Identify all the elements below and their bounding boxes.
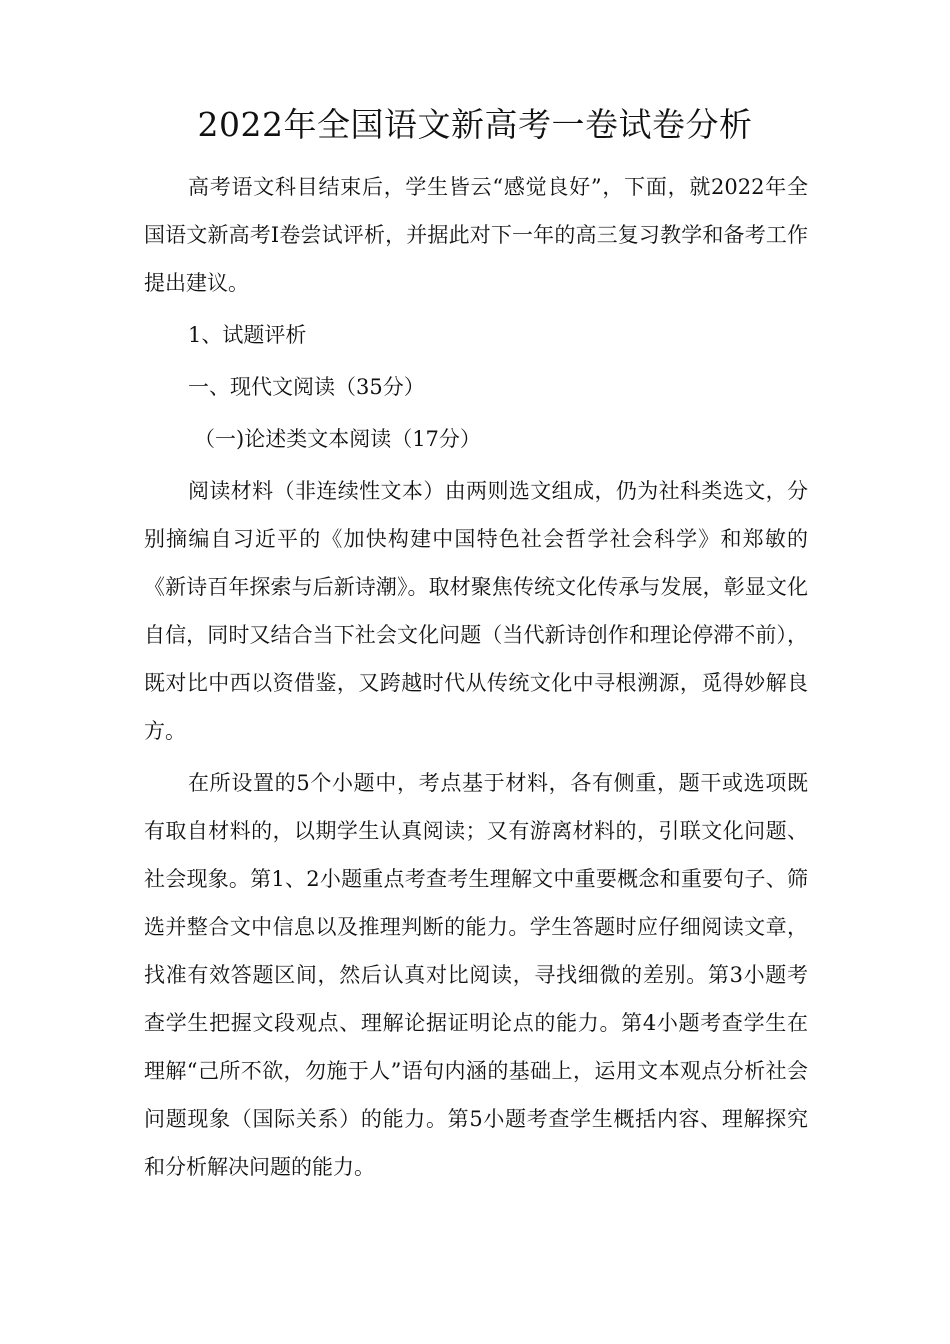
section-heading-modern-reading: 一、现代文阅读（35分） bbox=[188, 375, 425, 399]
section-heading-argumentative-reading: （一)论述类文本阅读（17分） bbox=[194, 427, 481, 451]
document-title: 2022年全国语文新高考一卷试卷分析 bbox=[197, 105, 753, 144]
document-body bbox=[144, 163, 808, 1191]
section-heading-1: 1、试题评析 bbox=[188, 323, 307, 347]
intro-paragraph: 高考语文科目结束后，学生皆云“感觉良好”，下面，就2022年全国语文新高考Ⅰ卷尝试评析，并据此对下一年的高三复习教学和备考工作提出建议。 bbox=[144, 175, 808, 295]
material-analysis-paragraph: 阅读材料（非连续性文本）由两则选文组成，仍为社科类选文，分别摘编自习近平的《加快构建中国特色社会哲学社会科学》和郑敏的《新诗百年探索与后新诗潮》。取材聚焦传统文化传承与发展，彰显文化自信，同时又结合当下社会文化问题（当代新诗创作和理论停滞不前），既对比中西以资借鉴，又跨越时代从传统文化中寻根溯源，觅得妙解良方。 bbox=[144, 479, 808, 743]
questions-analysis-paragraph: 在所设置的5个小题中，考点基于材料，各有侧重，题干或选项既有取自材料的，以期学生认真阅读；又有游离材料的，引联文化问题、社会现象。第1、2小题重点考查考生理解文中重要概念和重要句子、筛选并整合文中信息以及推理判断的能力。学生答题时应仔细阅读文章，找准有效答题区间，然后认真对比阅读，寻找细微的差别。第3小题考查学生把握文段观点、理解论据证明论点的能力。第4小题考查学生在理解“己所不欲，勿施于人”语句内涵的基础上，运用文本观点分析社会问题现象（国际关系）的能力。第5小题考查学生概括内容、理解探究和分析解决问题的能力。 bbox=[144, 771, 808, 1179]
